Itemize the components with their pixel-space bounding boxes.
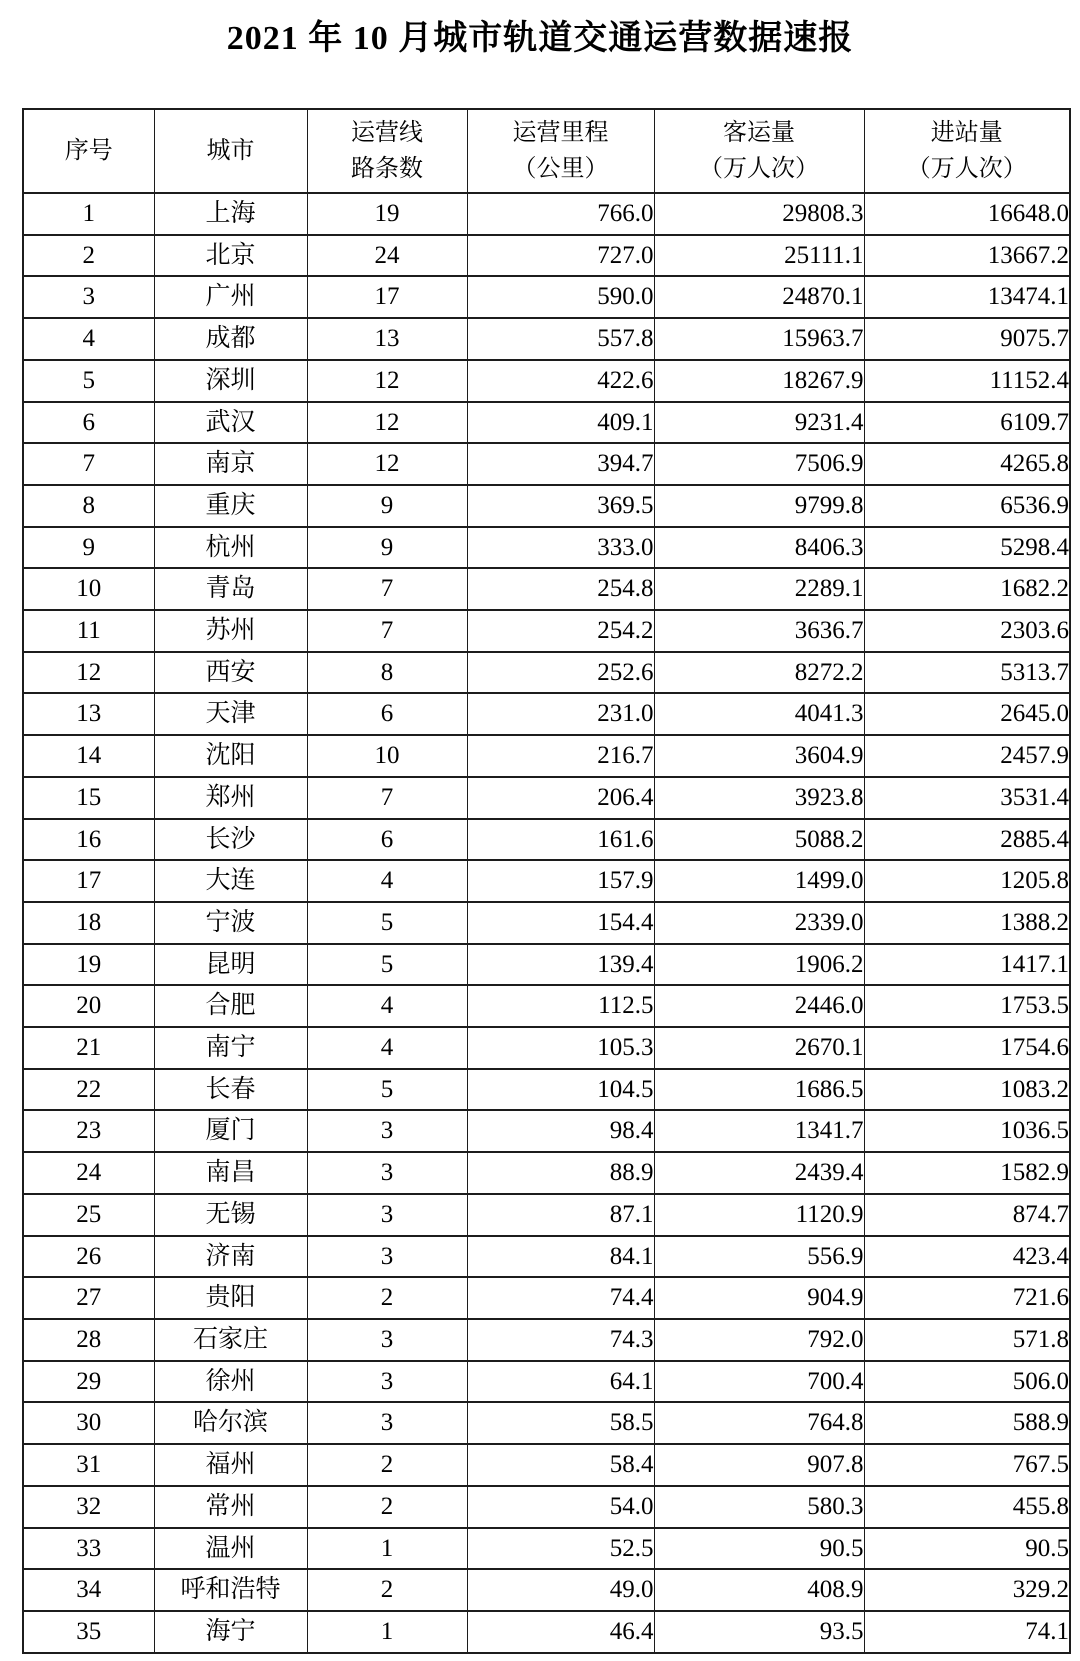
city-name: 武汉 — [154, 402, 307, 444]
line-count: 10 — [307, 735, 467, 777]
city-name: 南昌 — [154, 1152, 307, 1194]
column-header-line: 路条数 — [351, 156, 423, 182]
passenger-volume: 4041.3 — [654, 693, 864, 735]
city-name: 南京 — [154, 443, 307, 485]
entry-volume: 588.9 — [864, 1402, 1070, 1444]
row-index: 11 — [23, 610, 154, 652]
city-name: 济南 — [154, 1236, 307, 1278]
row-index: 35 — [23, 1611, 154, 1653]
mileage: 394.7 — [467, 443, 654, 485]
line-count: 6 — [307, 693, 467, 735]
city-name: 青岛 — [154, 568, 307, 610]
mileage: 161.6 — [467, 819, 654, 861]
city-name: 深圳 — [154, 360, 307, 402]
passenger-volume: 9799.8 — [654, 485, 864, 527]
row-index: 8 — [23, 485, 154, 527]
table-row — [23, 1027, 1070, 1069]
row-index: 23 — [23, 1110, 154, 1152]
line-count: 3 — [307, 1110, 467, 1152]
mileage: 112.5 — [467, 985, 654, 1027]
line-count: 2 — [307, 1486, 467, 1528]
line-count: 12 — [307, 402, 467, 444]
mileage: 206.4 — [467, 777, 654, 819]
passenger-volume: 1341.7 — [654, 1110, 864, 1152]
line-count: 3 — [307, 1402, 467, 1444]
table-row — [23, 777, 1070, 819]
table-body — [23, 193, 1070, 1653]
city-name: 重庆 — [154, 485, 307, 527]
city-name: 温州 — [154, 1528, 307, 1570]
entry-volume: 721.6 — [864, 1277, 1070, 1319]
passenger-volume: 93.5 — [654, 1611, 864, 1653]
line-count: 6 — [307, 819, 467, 861]
passenger-volume: 8272.2 — [654, 652, 864, 694]
table-row — [23, 902, 1070, 944]
passenger-volume: 2446.0 — [654, 985, 864, 1027]
column-header-line: （万人次） — [906, 156, 1027, 182]
line-count: 2 — [307, 1569, 467, 1611]
line-count: 5 — [307, 902, 467, 944]
page-title: 2021 年 10 月城市轨道交通运营数据速报 — [226, 20, 854, 57]
mileage: 154.4 — [467, 902, 654, 944]
entry-volume: 571.8 — [864, 1319, 1070, 1361]
table-row — [23, 485, 1070, 527]
row-index: 2 — [23, 235, 154, 277]
entry-volume: 1417.1 — [864, 944, 1070, 986]
passenger-volume: 1686.5 — [654, 1069, 864, 1111]
mileage: 157.9 — [467, 860, 654, 902]
mileage: 52.5 — [467, 1528, 654, 1570]
table-row — [23, 318, 1070, 360]
mileage: 139.4 — [467, 944, 654, 986]
row-index: 27 — [23, 1277, 154, 1319]
column-header-line: （公里） — [512, 156, 609, 182]
passenger-volume: 3923.8 — [654, 777, 864, 819]
row-index: 14 — [23, 735, 154, 777]
line-count: 19 — [307, 193, 467, 235]
line-count: 5 — [307, 944, 467, 986]
table-row — [23, 1486, 1070, 1528]
table-row — [23, 1069, 1070, 1111]
passenger-volume: 18267.9 — [654, 360, 864, 402]
passenger-volume: 24870.1 — [654, 276, 864, 318]
mileage: 74.4 — [467, 1277, 654, 1319]
entry-volume: 6536.9 — [864, 485, 1070, 527]
table-row — [23, 193, 1070, 235]
row-index: 26 — [23, 1236, 154, 1278]
mileage: 409.1 — [467, 402, 654, 444]
city-name: 海宁 — [154, 1611, 307, 1653]
column-header-line-count — [307, 109, 467, 193]
passenger-volume: 792.0 — [654, 1319, 864, 1361]
table-row — [23, 735, 1070, 777]
entry-volume: 329.2 — [864, 1569, 1070, 1611]
mileage: 216.7 — [467, 735, 654, 777]
line-count: 9 — [307, 485, 467, 527]
row-index: 31 — [23, 1444, 154, 1486]
row-index: 30 — [23, 1402, 154, 1444]
line-count: 24 — [307, 235, 467, 277]
entry-volume: 5298.4 — [864, 527, 1070, 569]
mileage: 557.8 — [467, 318, 654, 360]
passenger-volume: 8406.3 — [654, 527, 864, 569]
mileage: 231.0 — [467, 693, 654, 735]
transit-data-table — [22, 108, 1071, 1654]
row-index: 20 — [23, 985, 154, 1027]
table-row — [23, 819, 1070, 861]
column-header-line: 运营线 — [351, 120, 423, 146]
row-index: 12 — [23, 652, 154, 694]
row-index: 7 — [23, 443, 154, 485]
table-row — [23, 610, 1070, 652]
table-row — [23, 527, 1070, 569]
passenger-volume: 1499.0 — [654, 860, 864, 902]
entry-volume: 90.5 — [864, 1528, 1070, 1570]
city-name: 常州 — [154, 1486, 307, 1528]
passenger-volume: 580.3 — [654, 1486, 864, 1528]
table-row — [23, 1194, 1070, 1236]
passenger-volume: 15963.7 — [654, 318, 864, 360]
row-index: 28 — [23, 1319, 154, 1361]
mileage: 254.8 — [467, 568, 654, 610]
passenger-volume: 7506.9 — [654, 443, 864, 485]
table-row — [23, 1569, 1070, 1611]
mileage: 333.0 — [467, 527, 654, 569]
passenger-volume: 764.8 — [654, 1402, 864, 1444]
mileage: 727.0 — [467, 235, 654, 277]
table-row — [23, 443, 1070, 485]
city-name: 广州 — [154, 276, 307, 318]
city-name: 北京 — [154, 235, 307, 277]
passenger-volume: 29808.3 — [654, 193, 864, 235]
passenger-volume: 1906.2 — [654, 944, 864, 986]
row-index: 16 — [23, 819, 154, 861]
line-count: 3 — [307, 1361, 467, 1403]
table-row — [23, 1528, 1070, 1570]
mileage: 252.6 — [467, 652, 654, 694]
city-name: 贵阳 — [154, 1277, 307, 1319]
mileage: 87.1 — [467, 1194, 654, 1236]
entry-volume: 455.8 — [864, 1486, 1070, 1528]
passenger-volume: 700.4 — [654, 1361, 864, 1403]
column-header-line: （万人次） — [699, 156, 819, 182]
row-index: 25 — [23, 1194, 154, 1236]
row-index: 18 — [23, 902, 154, 944]
city-name: 苏州 — [154, 610, 307, 652]
line-count: 13 — [307, 318, 467, 360]
row-index: 34 — [23, 1569, 154, 1611]
city-name: 杭州 — [154, 527, 307, 569]
table-row — [23, 1444, 1070, 1486]
mileage: 88.9 — [467, 1152, 654, 1194]
table-row — [23, 1277, 1070, 1319]
passenger-volume: 2339.0 — [654, 902, 864, 944]
mileage: 74.3 — [467, 1319, 654, 1361]
entry-volume: 1388.2 — [864, 902, 1070, 944]
line-count: 1 — [307, 1611, 467, 1653]
mileage: 54.0 — [467, 1486, 654, 1528]
table-row — [23, 1361, 1070, 1403]
mileage: 590.0 — [467, 276, 654, 318]
row-index: 15 — [23, 777, 154, 819]
passenger-volume: 556.9 — [654, 1236, 864, 1278]
passenger-volume: 907.8 — [654, 1444, 864, 1486]
line-count: 3 — [307, 1194, 467, 1236]
line-count: 12 — [307, 443, 467, 485]
entry-volume: 16648.0 — [864, 193, 1070, 235]
line-count: 1 — [307, 1528, 467, 1570]
line-count: 7 — [307, 568, 467, 610]
mileage: 422.6 — [467, 360, 654, 402]
line-count: 4 — [307, 985, 467, 1027]
table-row — [23, 568, 1070, 610]
city-name: 上海 — [154, 193, 307, 235]
mileage: 84.1 — [467, 1236, 654, 1278]
city-name: 石家庄 — [154, 1319, 307, 1361]
mileage: 46.4 — [467, 1611, 654, 1653]
city-name: 徐州 — [154, 1361, 307, 1403]
row-index: 33 — [23, 1528, 154, 1570]
table-row — [23, 1402, 1070, 1444]
column-header-passenger-volume — [654, 109, 864, 193]
entry-volume: 1582.9 — [864, 1152, 1070, 1194]
row-index: 24 — [23, 1152, 154, 1194]
passenger-volume: 3636.7 — [654, 610, 864, 652]
passenger-volume: 2289.1 — [654, 568, 864, 610]
line-count: 5 — [307, 1069, 467, 1111]
mileage: 58.5 — [467, 1402, 654, 1444]
table-row — [23, 1236, 1070, 1278]
entry-volume: 5313.7 — [864, 652, 1070, 694]
row-index: 10 — [23, 568, 154, 610]
mileage: 369.5 — [467, 485, 654, 527]
table-row — [23, 944, 1070, 986]
mileage: 64.1 — [467, 1361, 654, 1403]
column-header-line: 客运量 — [723, 120, 795, 146]
passenger-volume: 9231.4 — [654, 402, 864, 444]
passenger-volume: 904.9 — [654, 1277, 864, 1319]
entry-volume: 6109.7 — [864, 402, 1070, 444]
column-header-line: 序号 — [64, 138, 113, 164]
mileage: 98.4 — [467, 1110, 654, 1152]
table-header-row — [23, 109, 1070, 193]
city-name: 宁波 — [154, 902, 307, 944]
entry-volume: 2645.0 — [864, 693, 1070, 735]
row-index: 6 — [23, 402, 154, 444]
entry-volume: 767.5 — [864, 1444, 1070, 1486]
entry-volume: 3531.4 — [864, 777, 1070, 819]
line-count: 3 — [307, 1236, 467, 1278]
line-count: 3 — [307, 1152, 467, 1194]
entry-volume: 2457.9 — [864, 735, 1070, 777]
city-name: 长春 — [154, 1069, 307, 1111]
row-index: 19 — [23, 944, 154, 986]
entry-volume: 13474.1 — [864, 276, 1070, 318]
entry-volume: 2885.4 — [864, 819, 1070, 861]
city-name: 哈尔滨 — [154, 1402, 307, 1444]
table-row — [23, 1319, 1070, 1361]
passenger-volume: 2670.1 — [654, 1027, 864, 1069]
row-index: 21 — [23, 1027, 154, 1069]
mileage: 254.2 — [467, 610, 654, 652]
mileage: 49.0 — [467, 1569, 654, 1611]
mileage: 104.5 — [467, 1069, 654, 1111]
line-count: 7 — [307, 777, 467, 819]
row-index: 9 — [23, 527, 154, 569]
row-index: 22 — [23, 1069, 154, 1111]
city-name: 无锡 — [154, 1194, 307, 1236]
entry-volume: 874.7 — [864, 1194, 1070, 1236]
column-header-city — [154, 109, 307, 193]
line-count: 8 — [307, 652, 467, 694]
entry-volume: 1083.2 — [864, 1069, 1070, 1111]
city-name: 呼和浩特 — [154, 1569, 307, 1611]
line-count: 9 — [307, 527, 467, 569]
passenger-volume: 25111.1 — [654, 235, 864, 277]
city-name: 长沙 — [154, 819, 307, 861]
entry-volume: 1754.6 — [864, 1027, 1070, 1069]
row-index: 32 — [23, 1486, 154, 1528]
row-index: 13 — [23, 693, 154, 735]
entry-volume: 506.0 — [864, 1361, 1070, 1403]
table-row — [23, 1110, 1070, 1152]
entry-volume: 1205.8 — [864, 860, 1070, 902]
row-index: 17 — [23, 860, 154, 902]
mileage: 105.3 — [467, 1027, 654, 1069]
city-name: 福州 — [154, 1444, 307, 1486]
entry-volume: 423.4 — [864, 1236, 1070, 1278]
city-name: 大连 — [154, 860, 307, 902]
city-name: 昆明 — [154, 944, 307, 986]
passenger-volume: 3604.9 — [654, 735, 864, 777]
entry-volume: 2303.6 — [864, 610, 1070, 652]
city-name: 成都 — [154, 318, 307, 360]
line-count: 2 — [307, 1444, 467, 1486]
mileage: 766.0 — [467, 193, 654, 235]
city-name: 南宁 — [154, 1027, 307, 1069]
entry-volume: 1036.5 — [864, 1110, 1070, 1152]
entry-volume: 9075.7 — [864, 318, 1070, 360]
line-count: 17 — [307, 276, 467, 318]
column-header-mileage — [467, 109, 654, 193]
city-name: 西安 — [154, 652, 307, 694]
row-index: 29 — [23, 1361, 154, 1403]
table-row — [23, 360, 1070, 402]
column-header-line: 运营里程 — [512, 120, 609, 146]
entry-volume: 11152.4 — [864, 360, 1070, 402]
entry-volume: 4265.8 — [864, 443, 1070, 485]
passenger-volume: 1120.9 — [654, 1194, 864, 1236]
passenger-volume: 5088.2 — [654, 819, 864, 861]
entry-volume: 1753.5 — [864, 985, 1070, 1027]
row-index: 4 — [23, 318, 154, 360]
line-count: 3 — [307, 1319, 467, 1361]
city-name: 天津 — [154, 693, 307, 735]
city-name: 郑州 — [154, 777, 307, 819]
city-name: 合肥 — [154, 985, 307, 1027]
mileage: 58.4 — [467, 1444, 654, 1486]
row-index: 1 — [23, 193, 154, 235]
entry-volume: 13667.2 — [864, 235, 1070, 277]
row-index: 5 — [23, 360, 154, 402]
table-row — [23, 235, 1070, 277]
column-header-entry-volume — [864, 109, 1070, 193]
city-name: 沈阳 — [154, 735, 307, 777]
table-row — [23, 1152, 1070, 1194]
entry-volume: 1682.2 — [864, 568, 1070, 610]
table-row — [23, 652, 1070, 694]
table-row — [23, 860, 1070, 902]
table-row — [23, 693, 1070, 735]
passenger-volume: 90.5 — [654, 1528, 864, 1570]
city-name: 厦门 — [154, 1110, 307, 1152]
passenger-volume: 408.9 — [654, 1569, 864, 1611]
line-count: 2 — [307, 1277, 467, 1319]
row-index: 3 — [23, 276, 154, 318]
passenger-volume: 2439.4 — [654, 1152, 864, 1194]
table-row — [23, 276, 1070, 318]
line-count: 4 — [307, 1027, 467, 1069]
column-header-index — [23, 109, 154, 193]
line-count: 4 — [307, 860, 467, 902]
line-count: 12 — [307, 360, 467, 402]
column-header-line: 进站量 — [930, 120, 1003, 146]
line-count: 7 — [307, 610, 467, 652]
column-header-line: 城市 — [206, 138, 255, 164]
table-row — [23, 1611, 1070, 1653]
table-row — [23, 985, 1070, 1027]
entry-volume: 74.1 — [864, 1611, 1070, 1653]
table-row — [23, 402, 1070, 444]
